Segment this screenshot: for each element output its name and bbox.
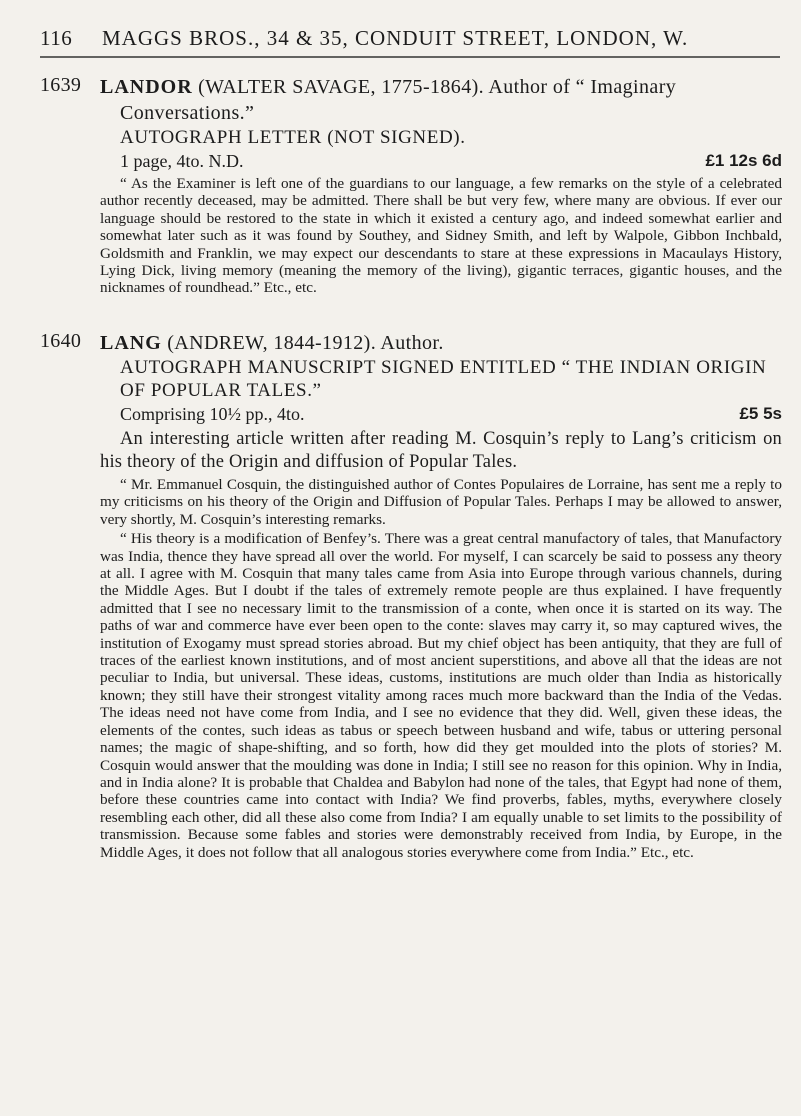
author-name: LANG <box>100 332 162 354</box>
author-details: (ANDREW, 1844-1912). Author. <box>161 332 444 354</box>
item-price: £1 12s 6d <box>705 151 782 170</box>
quotation-paragraph: “ Mr. Emmanuel Cosquin, the distinguished author of Contes Populaires de Lorraine, has sent me a reply to my criticisms on his theory of the Origin and Diffusion of Popular Tales. Perhaps I may be allowed to answer, very shortly, M. Cosquin’s interesting remarks. <box>100 476 782 528</box>
entry-heading-continued: Conversations.” <box>120 102 255 124</box>
catalogue-entry <box>100 330 782 861</box>
item-details: 1 page, 4to. N.D. <box>120 151 244 171</box>
author-name: LANDOR <box>100 76 193 98</box>
intro-paragraph: An interesting article written after reading M. Cosquin’s reply to Lang’s criticism on his theory of the Origin and diffusion of Popular Tales. <box>100 429 782 472</box>
item-details-row <box>100 402 782 426</box>
lot-number: 1639 <box>40 74 82 96</box>
running-title: MAGGS BROS., 34 & 35, CONDUIT STREET, LONDON, W. <box>102 26 689 50</box>
entry-heading <box>100 74 782 100</box>
item-description: AUTOGRAPH LETTER (NOT SIGNED). <box>120 127 466 148</box>
entry-heading <box>100 330 782 356</box>
header-rule <box>40 56 780 58</box>
quotation-paragraph: “ His theory is a modification of Benfey’s. There was a great central manufactory of tales, that Manufactory was India, thence they have spread all over the world. For myself, I can scarcely be said to possess any theory at all. I agree with M. Cosquin that many tales came from Asia into Europe through various channels, during the Middle Ages. But I doubt if the tales of extremely remote people are thus explained. I have frequently admitted that I see no necessary limit to the transmission of a conte, when once it is started on its way. The paths of war and commerce have ever been open to the conte: slaves may carry it, so may captured wives, the institution of Exogamy must spread stories abroad. But my chief object has been antiquity, that they are full of traces of the earliest known institutions, and of most ancient superstitions, and above all that the ideas are not peculiar to India, but universal. These ideas, customs, institutions are much older than India as historically known; they still have their strongest vitality among races much more backward than the India of the Vedas. The ideas need not have come from India, and I see no evidence that they did. Well, given these ideas, the elements of the contes, such ideas as tabus or speech between husband and wife, tabus or uttering personal names; the magic of shape-shifting, and so forth, how did they get moulded into the plots of stories? M. Cosquin would answer that the moulding was done in India; I still see no reason for this opinion. Why in India, and in India alone? It is probable that Chaldea and Babylon had none of the tales, that Egypt had none of them, before these countries came into contact with India? We find proverbs, fables, myths, everywhere closely resembling each other, did all these also come from India? I am equally unable to set limits to the possibility of transmission. Because some fables and stories were demonstrably received from India, by Europe, in the Middle Ages, it does not follow that all analogous stories everywhere come from India.” Etc., etc. <box>100 530 782 861</box>
catalogue-entry <box>100 74 782 297</box>
item-price: £5 5s <box>739 404 782 423</box>
running-header <box>40 26 780 56</box>
item-description: AUTOGRAPH MANUSCRIPT SIGNED ENTITLED “ THE INDIAN ORIGIN OF POPULAR TALES.” <box>120 357 767 401</box>
item-details-row <box>100 149 782 173</box>
item-details: Comprising 10½ pp., 4to. <box>120 404 305 424</box>
quotation-paragraph: “ As the Examiner is left one of the guardians to our language, a few remarks on the style of a celebrated author recently deceased, may be admitted. There shall be but very few, where many are obvious. If ever our language should be restored to the state in which it existed a century ago, and indeed somewhat earlier and somewhat later such as it was found by Southey, and Sidney Smith, and left by Walpole, Gibbon Inchbald, Goldsmith and Franklin, we may expect our descendants to stare at these expressions in Macaulays History, Lying Dick, living memory (meaning the memory of the living), gigantic terraces, gigantic houses, and the nicknames of roundhead.” Etc., etc. <box>100 175 782 297</box>
author-details: (WALTER SAVAGE, 1775-1864). Author of “ Imaginary <box>192 76 677 98</box>
page-number: 116 <box>40 26 73 50</box>
lot-number: 1640 <box>40 330 82 352</box>
